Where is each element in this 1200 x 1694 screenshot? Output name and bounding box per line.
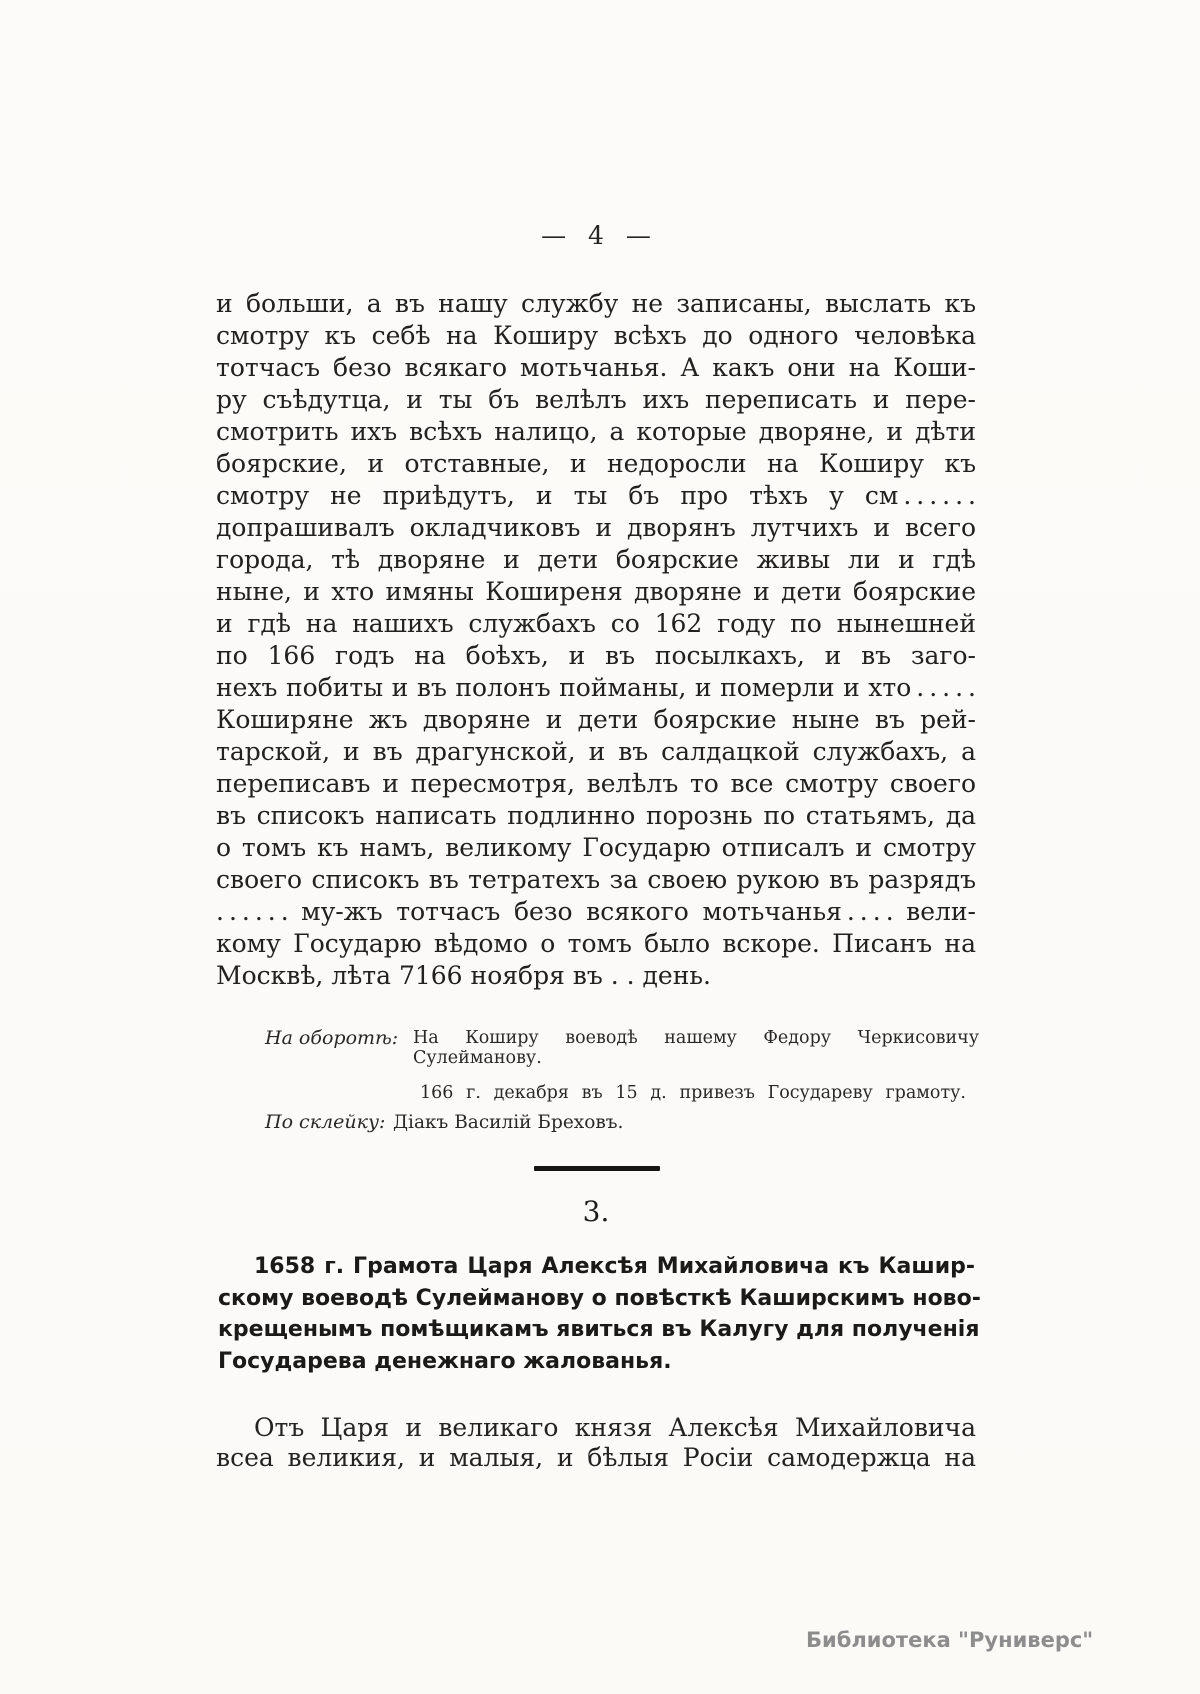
section-divider-rule xyxy=(534,1166,660,1171)
document-heading xyxy=(218,1251,981,1377)
delivery-note: 166 г. декабря въ 15 д. привезъ Государеву грамоту. xyxy=(420,1083,966,1103)
heading-line: Государева денежнаго жалованья. xyxy=(218,1348,672,1374)
text-line: На Коширу воеводѣ нашему Федору Черкисовичу xyxy=(413,1028,979,1048)
library-watermark: Библиотека "Руниверс" xyxy=(806,1628,1094,1652)
text-line: по 166 годъ на боѣхъ, и въ посылкахъ, и въ заго- xyxy=(216,641,976,670)
text-line: тотчасъ безо всякаго мотьчанья. А какъ они на Коши- xyxy=(216,353,976,382)
text-line: ру съѣдутца, и ты бъ велѣлъ ихъ переписать и пере- xyxy=(216,385,976,414)
text-line: Коширяне жъ дворяне и дети боярские ныне въ рей- xyxy=(216,705,976,734)
heading-line: 1658 г. Грамота Царя Алексѣя Михайловича къ Кашир- xyxy=(254,1254,975,1279)
text-line: всеа великия, и малыя, и бѣлыя Росіи самодержца на xyxy=(216,1443,976,1472)
text-line: Москвѣ, лѣта 7166 ноября въ . . день. xyxy=(216,961,711,990)
glue-label: По склейку: xyxy=(265,1111,386,1133)
heading-line: скому воеводѣ Сулейманову о повѣсткѣ Каширскимъ ново- xyxy=(218,1285,981,1311)
text-line: переписавъ и пересмотря, велѣлъ то все смотру своего xyxy=(216,769,976,798)
text-line: и гдѣ на нашихъ службахъ со 162 году по нынешней xyxy=(216,609,976,638)
document-paragraph-2 xyxy=(216,1413,976,1473)
text-line: кому Государю вѣдомо о томъ было вскоре. Писанъ на xyxy=(216,929,976,958)
text-line: въ списокъ написать подлинно порознь по статьямъ, да xyxy=(216,801,976,830)
verso-annotation xyxy=(216,1028,980,1074)
glue-content: Діакъ Василій Бреховъ. xyxy=(393,1112,624,1133)
text-line: тарской, и въ драгунской, и въ салдацкой службахъ, а xyxy=(216,737,976,766)
document-paragraph-main xyxy=(216,288,976,992)
text-line: Сулейманову. xyxy=(413,1048,542,1068)
text-line: боярские, и отставные, и недоросли на Коширу къ xyxy=(216,449,976,478)
text-line: . . . . . . му-жъ тотчасъ безо всякого мотьчанья . . . . вели- xyxy=(216,897,976,926)
verso-content xyxy=(413,1028,979,1068)
section-number: 3. xyxy=(582,1195,610,1228)
text-line: нехъ побиты и въ полонъ пойманы, и померли и хто . . . . . xyxy=(216,673,976,702)
text-line: и больши, а въ нашу службу не записаны, выслать къ xyxy=(216,289,976,318)
text-line: ныне, и хто имяны Коширеня дворяне и дети боярские xyxy=(216,577,976,606)
text-line: смотру къ себѣ на Коширу всѣхъ до одного человѣка xyxy=(216,321,976,350)
page-number: — 4 — xyxy=(541,221,651,250)
text-line: смотру не приѣдутъ, и ты бъ про тѣхъ у см . . . . . . xyxy=(216,481,976,510)
text-line: о томъ къ намъ, великому Государю отписалъ и смотру xyxy=(216,833,976,862)
text-line: города, тѣ дворяне и дети боярские живы ли и гдѣ xyxy=(216,545,976,574)
text-line: Отъ Царя и великаго князя Алексѣя Михайловича xyxy=(254,1413,976,1442)
text-line: допрашивалъ окладчиковъ и дворянъ лутчихъ и всего xyxy=(216,513,976,542)
text-line: смотрить ихъ всѣхъ налицо, а которые дворяне, и дѣти xyxy=(216,417,976,446)
annotations-block xyxy=(216,1027,980,1133)
glue-annotation xyxy=(216,1112,623,1133)
verso-label: На оборотѣ: xyxy=(265,1027,399,1049)
text-line: своего списокъ въ тетратехъ за своею рукою въ разрядъ xyxy=(216,865,976,894)
heading-line: крещенымъ помѣщикамъ явиться въ Калугу для полученія xyxy=(218,1317,980,1342)
